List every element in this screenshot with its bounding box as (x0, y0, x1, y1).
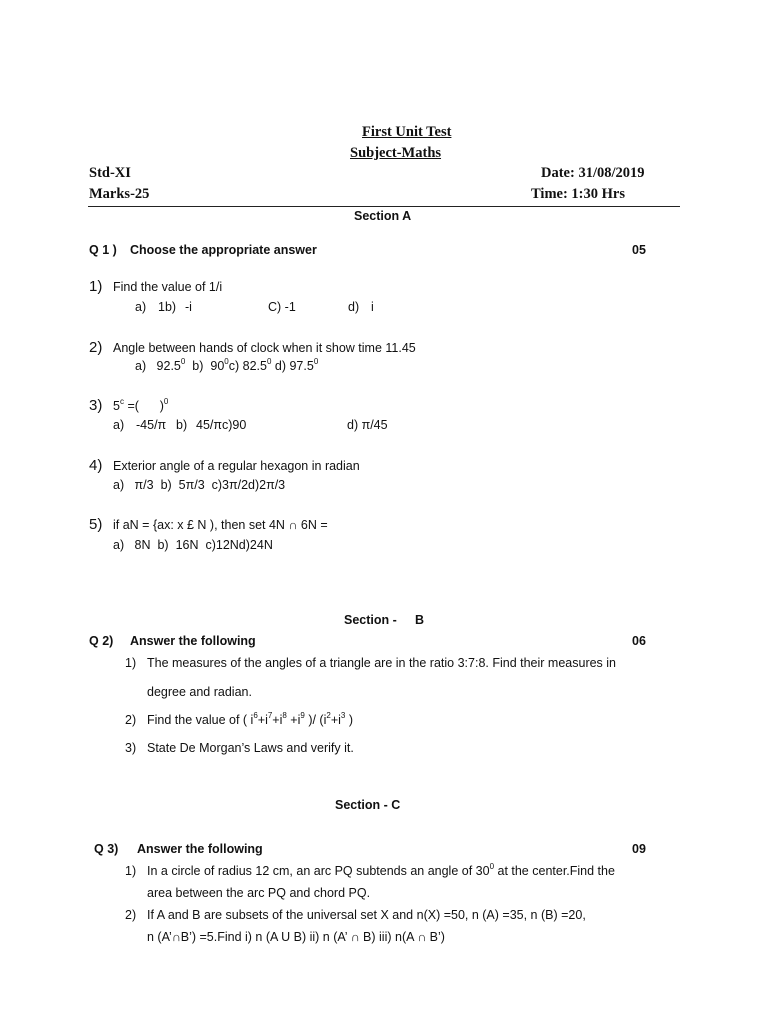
q1-label: Q 1 ) (89, 243, 117, 257)
a2-number: 2) (89, 339, 103, 356)
test-title: First Unit Test (362, 124, 452, 140)
q2-marks: 06 (632, 634, 646, 648)
a1-option: a) (135, 300, 147, 314)
a1-number: 1) (89, 278, 103, 295)
a3-option: a) (113, 418, 125, 432)
a1-option: d) (348, 300, 360, 314)
b2-number: 2) (125, 713, 137, 727)
a3-option: b) (176, 418, 188, 432)
a1-option: 1b) (158, 300, 177, 314)
a4-number: 4) (89, 457, 103, 474)
a4-question: Exterior angle of a regular hexagon in radian (113, 459, 360, 473)
q3-text: Answer the following (137, 842, 263, 856)
c2-question-line2: n (A’∩B’) =5.Find i) n (A U B) ii) n (A’ ∩ B) iii) n(A ∩ B’) (147, 930, 445, 944)
b3-question: State De Morgan’s Laws and verify it. (147, 741, 354, 755)
section-a-heading: Section A (354, 209, 412, 223)
marks-label: Marks-25 (89, 186, 150, 202)
a1-question: Find the value of 1/i (113, 280, 223, 294)
b1-question-line1: The measures of the angles of a triangle are in the ratio 3:7:8. Find their measures in (147, 656, 617, 670)
section-b-heading: Section - (344, 613, 397, 627)
a3-number: 3) (89, 397, 103, 414)
a1-option: C) -1 (268, 300, 296, 314)
q3-label: Q 3) (94, 842, 119, 856)
q3-marks: 09 (632, 842, 646, 856)
a2-question: Angle between hands of clock when it show time 11.45 (113, 341, 416, 355)
time-label: Time: 1:30 Hrs (531, 186, 625, 202)
c1-question-line2: area between the arc PQ and chord PQ. (147, 886, 371, 900)
c1-question-line1: In a circle of radius 12 cm, an arc PQ subtends an angle of $30^0$ at the center.Find the (147, 861, 615, 878)
section-b-letter: B (415, 613, 425, 627)
a1-option: i (371, 300, 374, 314)
q2-text: Answer the following (130, 634, 256, 648)
a3-option: d) π/45 (347, 418, 388, 432)
a4-options: a) π/3 b) 5π/3 c)3π/2d)2π/3 (113, 478, 286, 492)
header-divider (88, 206, 680, 207)
q1-marks: 05 (632, 243, 646, 257)
q1-text: Choose the appropriate answer (130, 243, 317, 257)
b1-number: 1) (125, 656, 137, 670)
a5-question: if aN = {ax: x £ N ), then set 4N ∩ 6N = (113, 518, 328, 532)
a3-option: -45/π (136, 418, 167, 432)
a5-options: a) 8N b) 16N c)12Nd)24N (113, 538, 273, 552)
section-c-heading: Section - C (335, 798, 401, 812)
c2-number: 2) (125, 908, 137, 922)
a3-question: 5$^c$ =( )$^0$ (113, 396, 169, 413)
c1-number: 1) (125, 864, 137, 878)
a3-option: 45/πc)90 (196, 418, 247, 432)
a1-option: -i (185, 300, 192, 314)
b1-question-line2: degree and radian. (147, 685, 252, 699)
std-label: Std-XI (89, 165, 131, 181)
b3-number: 3) (125, 741, 137, 755)
a2-options: a) 92.5$^0$ b) $90^0c$) 82.5$^0$ d) 97.5$^0$ (135, 356, 319, 373)
b2-question: Find the value of ( $i^6+i^7+i^8 +i^9$ )/ ($i^2+i^3$ ) (147, 710, 353, 727)
date-label: Date: 31/08/2019 (541, 165, 645, 181)
q2-label: Q 2) (89, 634, 114, 648)
subject-title: Subject-Maths (350, 145, 442, 161)
a5-number: 5) (89, 516, 103, 533)
c2-question-line1: If A and B are subsets of the universal set X and n(X) =50, n (A) =35, n (B) =20, (147, 908, 586, 922)
